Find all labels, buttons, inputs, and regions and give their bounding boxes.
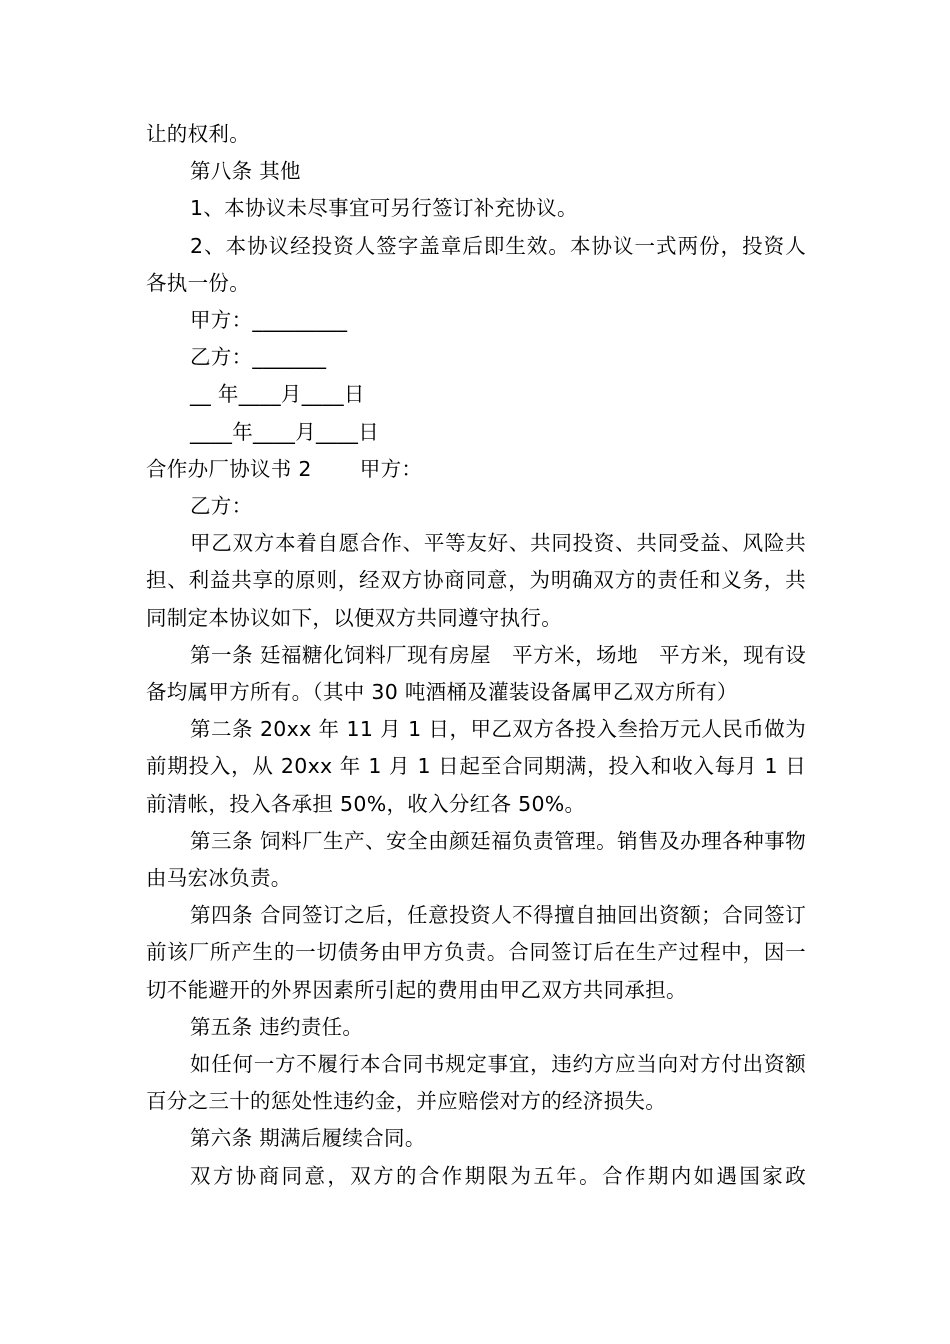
paragraph: 如任何一方不履行本合同书规定事宜，违约方应当向对方付出资额百分之三十的惩处性违约金，并应赔偿对方的经济损失。 [146,1052,806,1114]
article-1: 第一条 廷福糖化饲料厂现有房屋 平方米，场地 平方米，现有设备均属甲方所有。（其中 30 吨酒桶及灌装设备属甲乙双方所有） [146,642,806,705]
document-body [146,116,806,1195]
article-4: 第四条 合同签订之后，任意投资人不得擅自抽回出资额；合同签订前该厂所产生的一切债务由甲方负责。合同签订后在生产过程中，因一切不能避开的外界因素所引起的费用由甲乙双方共同承担。 [146,903,806,1002]
document-title-line [146,451,806,488]
paragraph: 甲乙双方本着自愿合作、平等友好、共同投资、共同受益、风险共担、利益共享的原则，经双方协商同意，为明确双方的责任和义务，共同制定本协议如下，以便双方共同遵守执行。 [146,531,806,630]
article-6-heading: 第六条 期满后履续合同。 [190,1126,426,1151]
paragraph: 1、本协议未尽事宜可另行签订补充协议。 [190,196,578,221]
article-5-heading: 第五条 违约责任。 [190,1014,364,1039]
paragraph: 双方协商同意，双方的合作期限为五年。合作期内如遇国家政 [190,1163,806,1188]
paragraph: 让的权利。 [146,122,250,146]
article-2: 第二条 20xx 年 11 月 1 日，甲乙双方各投入叁拾万元人民币做为前期投入，从 20xx 年 1 月 1 日起至合同期满，投入和收入每月 1 日前清帐，投入各承担 50%，收入分红各 50%。 [146,717,806,816]
party-a-label: 甲方： [359,456,423,481]
article-heading: 第八条 其他 [190,159,301,184]
paragraph: 2、本协议经投资人签字盖章后即生效。本协议一式两份，投资人各执一份。 [146,233,806,295]
signature-line-party-a: 甲方：_________ [190,308,348,333]
article-3: 第三条 饲料厂生产、安全由颜廷福负责管理。销售及办理各种事物由马宏冰负责。 [146,828,806,891]
date-line: __ 年____月____日 [190,382,365,407]
signature-line-party-b: 乙方：_______ [190,345,327,370]
document-title: 合作办厂协议书 2 [146,456,312,481]
date-line: ____年____月____日 [190,419,379,444]
party-b-label: 乙方： [190,494,253,519]
